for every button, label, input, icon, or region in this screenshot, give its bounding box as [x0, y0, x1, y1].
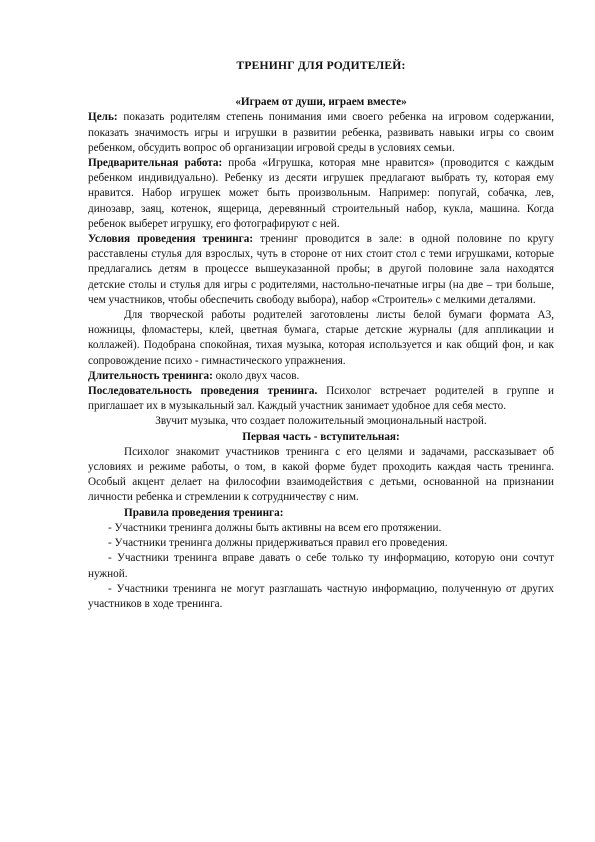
document-subtitle: «Играем от души, играем вместе»	[235, 96, 407, 109]
rules-title: Правила проведения тренинга:	[124, 506, 284, 519]
music-paragraph: Звучит музыка, что создает положительный эмоциональный настрой.	[155, 415, 487, 428]
sequence-text: Психолог встречает родителей в группе и приглашает их в музыкальный зал. Каждый участник занимает удобное для себя место.	[88, 385, 554, 413]
conditions-paragraph	[88, 232, 554, 308]
duration-label: Длительность тренинга:	[88, 369, 213, 382]
conditions-label: Условия проведения тренинга:	[88, 233, 254, 246]
sequence-paragraph	[88, 384, 554, 414]
part1-title: Первая часть - вступительная:	[242, 430, 400, 443]
rule-item: - Участники тренинга вправе давать о себе только ту информацию, которую они сочтут нужной.	[88, 552, 554, 580]
goal-paragraph	[88, 110, 554, 156]
conditions-text: тренинг проводится в зале: в одной половине по кругу расставлены стулья для взрослых, чуть в стороне от них стоит стол с теми игрушками, которые предлагались детям в процессе вышеуказанной пробы; в другой половине зала находятся детские столы и стулья для игры с родителями, настольно-печатные игры (на две – три больше, чем участников, чтобы обеспечить свободу выбора), набор «Строитель» с мелкими деталями.	[88, 233, 554, 306]
duration-paragraph	[88, 369, 554, 384]
rule-item: - Участники тренинга должны быть активны на всем его протяжении.	[108, 521, 442, 534]
materials-paragraph: Для творческой работы родителей заготовлены листы белой бумаги формата А3, ножницы, фломастеры, клей, цветная бумага, старые детские журналы (для аппликации и коллажей). Подобрана спокойная, тихая музыка, которая используется и как общий фон, и как сопровождение психо - гимнастического упражнения.	[88, 309, 554, 367]
goal-label: Цель:	[88, 111, 118, 124]
rule-item: - Участники тренинга должны придерживаться правил его проведения.	[108, 537, 448, 550]
document-body	[88, 58, 554, 612]
document-title: ТРЕНИНГ ДЛЯ РОДИТЕЛЕЙ:	[236, 59, 406, 72]
sequence-label: Последовательность проведения тренинга.	[88, 385, 318, 398]
prep-paragraph	[88, 156, 554, 232]
prep-text: проба «Игрушка, которая мне нравится» (проводится с каждым ребенком индивидуально). Ребенку из десяти игрушек предлагают выбрать ту, которая ему нравится. Набор игрушек может быть произвольным. Например: попугай, собачка, лев, динозавр, заяц, котенок, ящерица, деревянный строительный набор, кукла, машина. Когда ребенок выберет игрушку, его фотографируют с ней.	[88, 157, 554, 230]
duration-text: около двух часов.	[212, 369, 300, 382]
goal-text: показать родителям степень понимания ими своего ребенка на игровом содержании, показать значимость игры и игрушки в развитии ребенка, развивать навыки игры со своим ребенком, обсудить вопрос об организации игровой среды в условиях семьи.	[88, 111, 554, 154]
rule-item: - Участники тренинга не могут разглашать частную информацию, полученную от других участников в ходе тренинга.	[88, 582, 554, 610]
part1-paragraph: Психолог знакомит участников тренинга с его целями и задачами, рассказывает об условиях и режиме работы, о том, в какой форме будет проходить каждая часть тренинга. Особый акцент делает на философии взаимодействия с детьми, основанной на признании личности ребенка и стремлении к сотрудничеству с ним.	[88, 445, 554, 504]
prep-label: Предварительная работа:	[88, 157, 223, 170]
